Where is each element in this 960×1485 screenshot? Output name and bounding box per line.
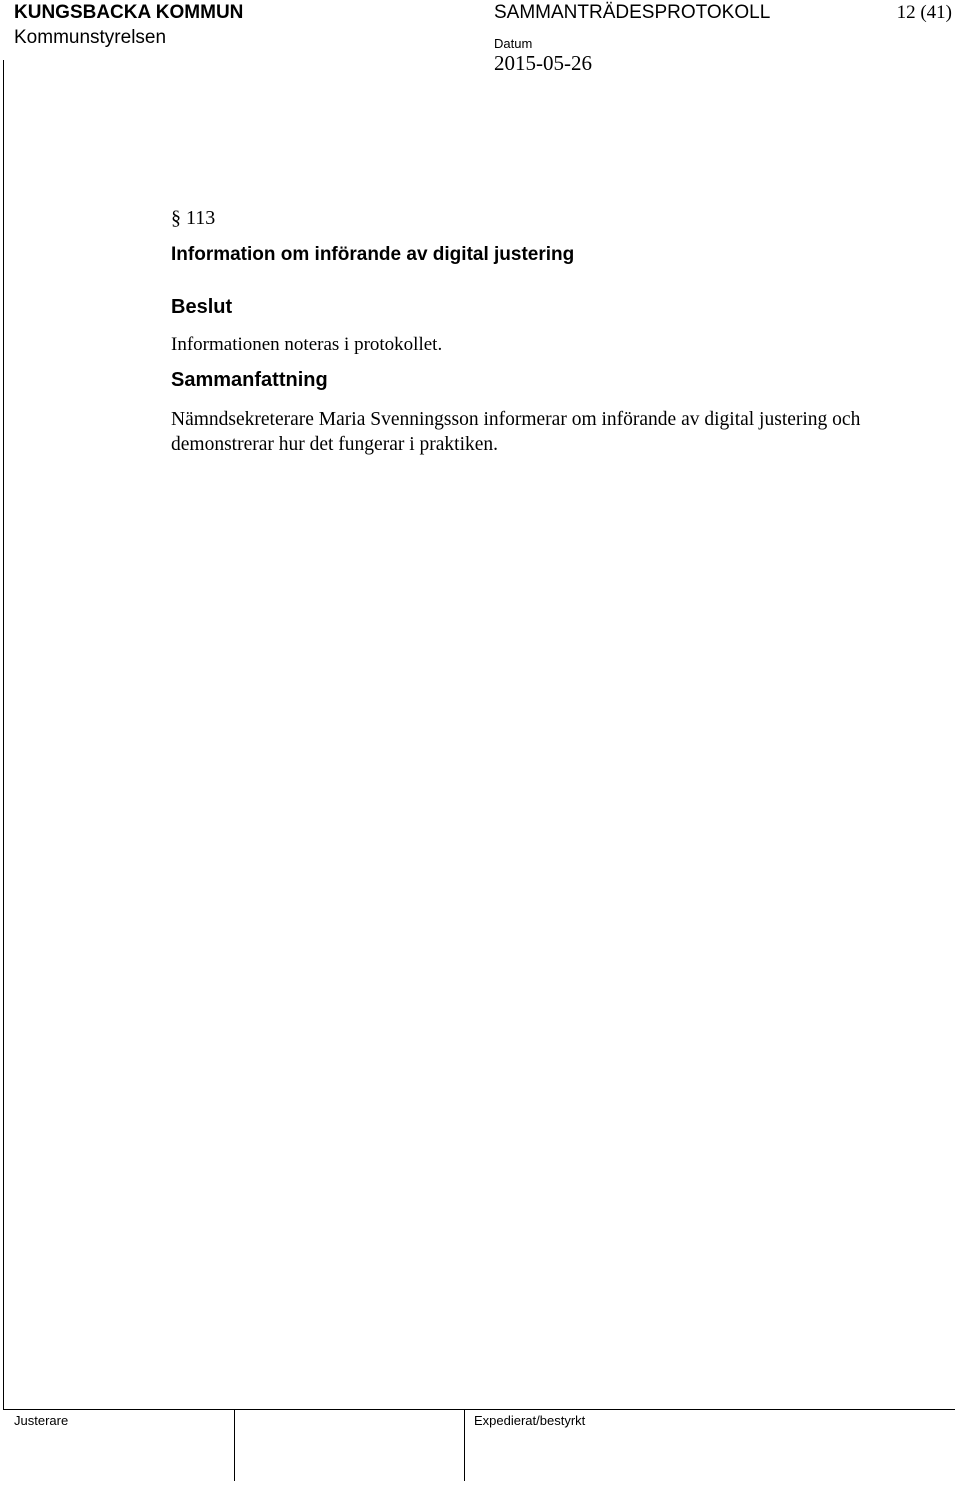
beslut-text: Informationen noteras i protokollet. — [171, 334, 443, 355]
department-name: Kommunstyrelsen — [14, 27, 167, 48]
justerare-label: Justerare — [14, 1413, 69, 1428]
footer-divider — [3, 1409, 955, 1410]
section-number: § 113 — [171, 207, 216, 229]
page-number: 12 (41) — [896, 2, 952, 23]
footer-column-divider — [464, 1409, 465, 1481]
left-margin-line — [3, 60, 4, 1410]
beslut-heading: Beslut — [171, 296, 233, 318]
sammanfattning-heading: Sammanfattning — [171, 369, 328, 391]
organization-name: KUNGSBACKA KOMMUN — [14, 2, 244, 23]
sammanfattning-text: Nämndsekreterare Maria Svenningsson informerar om införande av digital justering och demonstrerar hur det fungerar i praktiken. — [171, 409, 861, 455]
date-value: 2015-05-26 — [494, 51, 592, 75]
expedierat-label: Expedierat/bestyrkt — [474, 1413, 586, 1428]
footer-column-divider — [234, 1409, 235, 1481]
document-type: SAMMANTRÄDESPROTOKOLL — [494, 2, 771, 23]
section-title: Information om införande av digital justering — [171, 244, 575, 265]
date-label: Datum — [494, 36, 533, 51]
